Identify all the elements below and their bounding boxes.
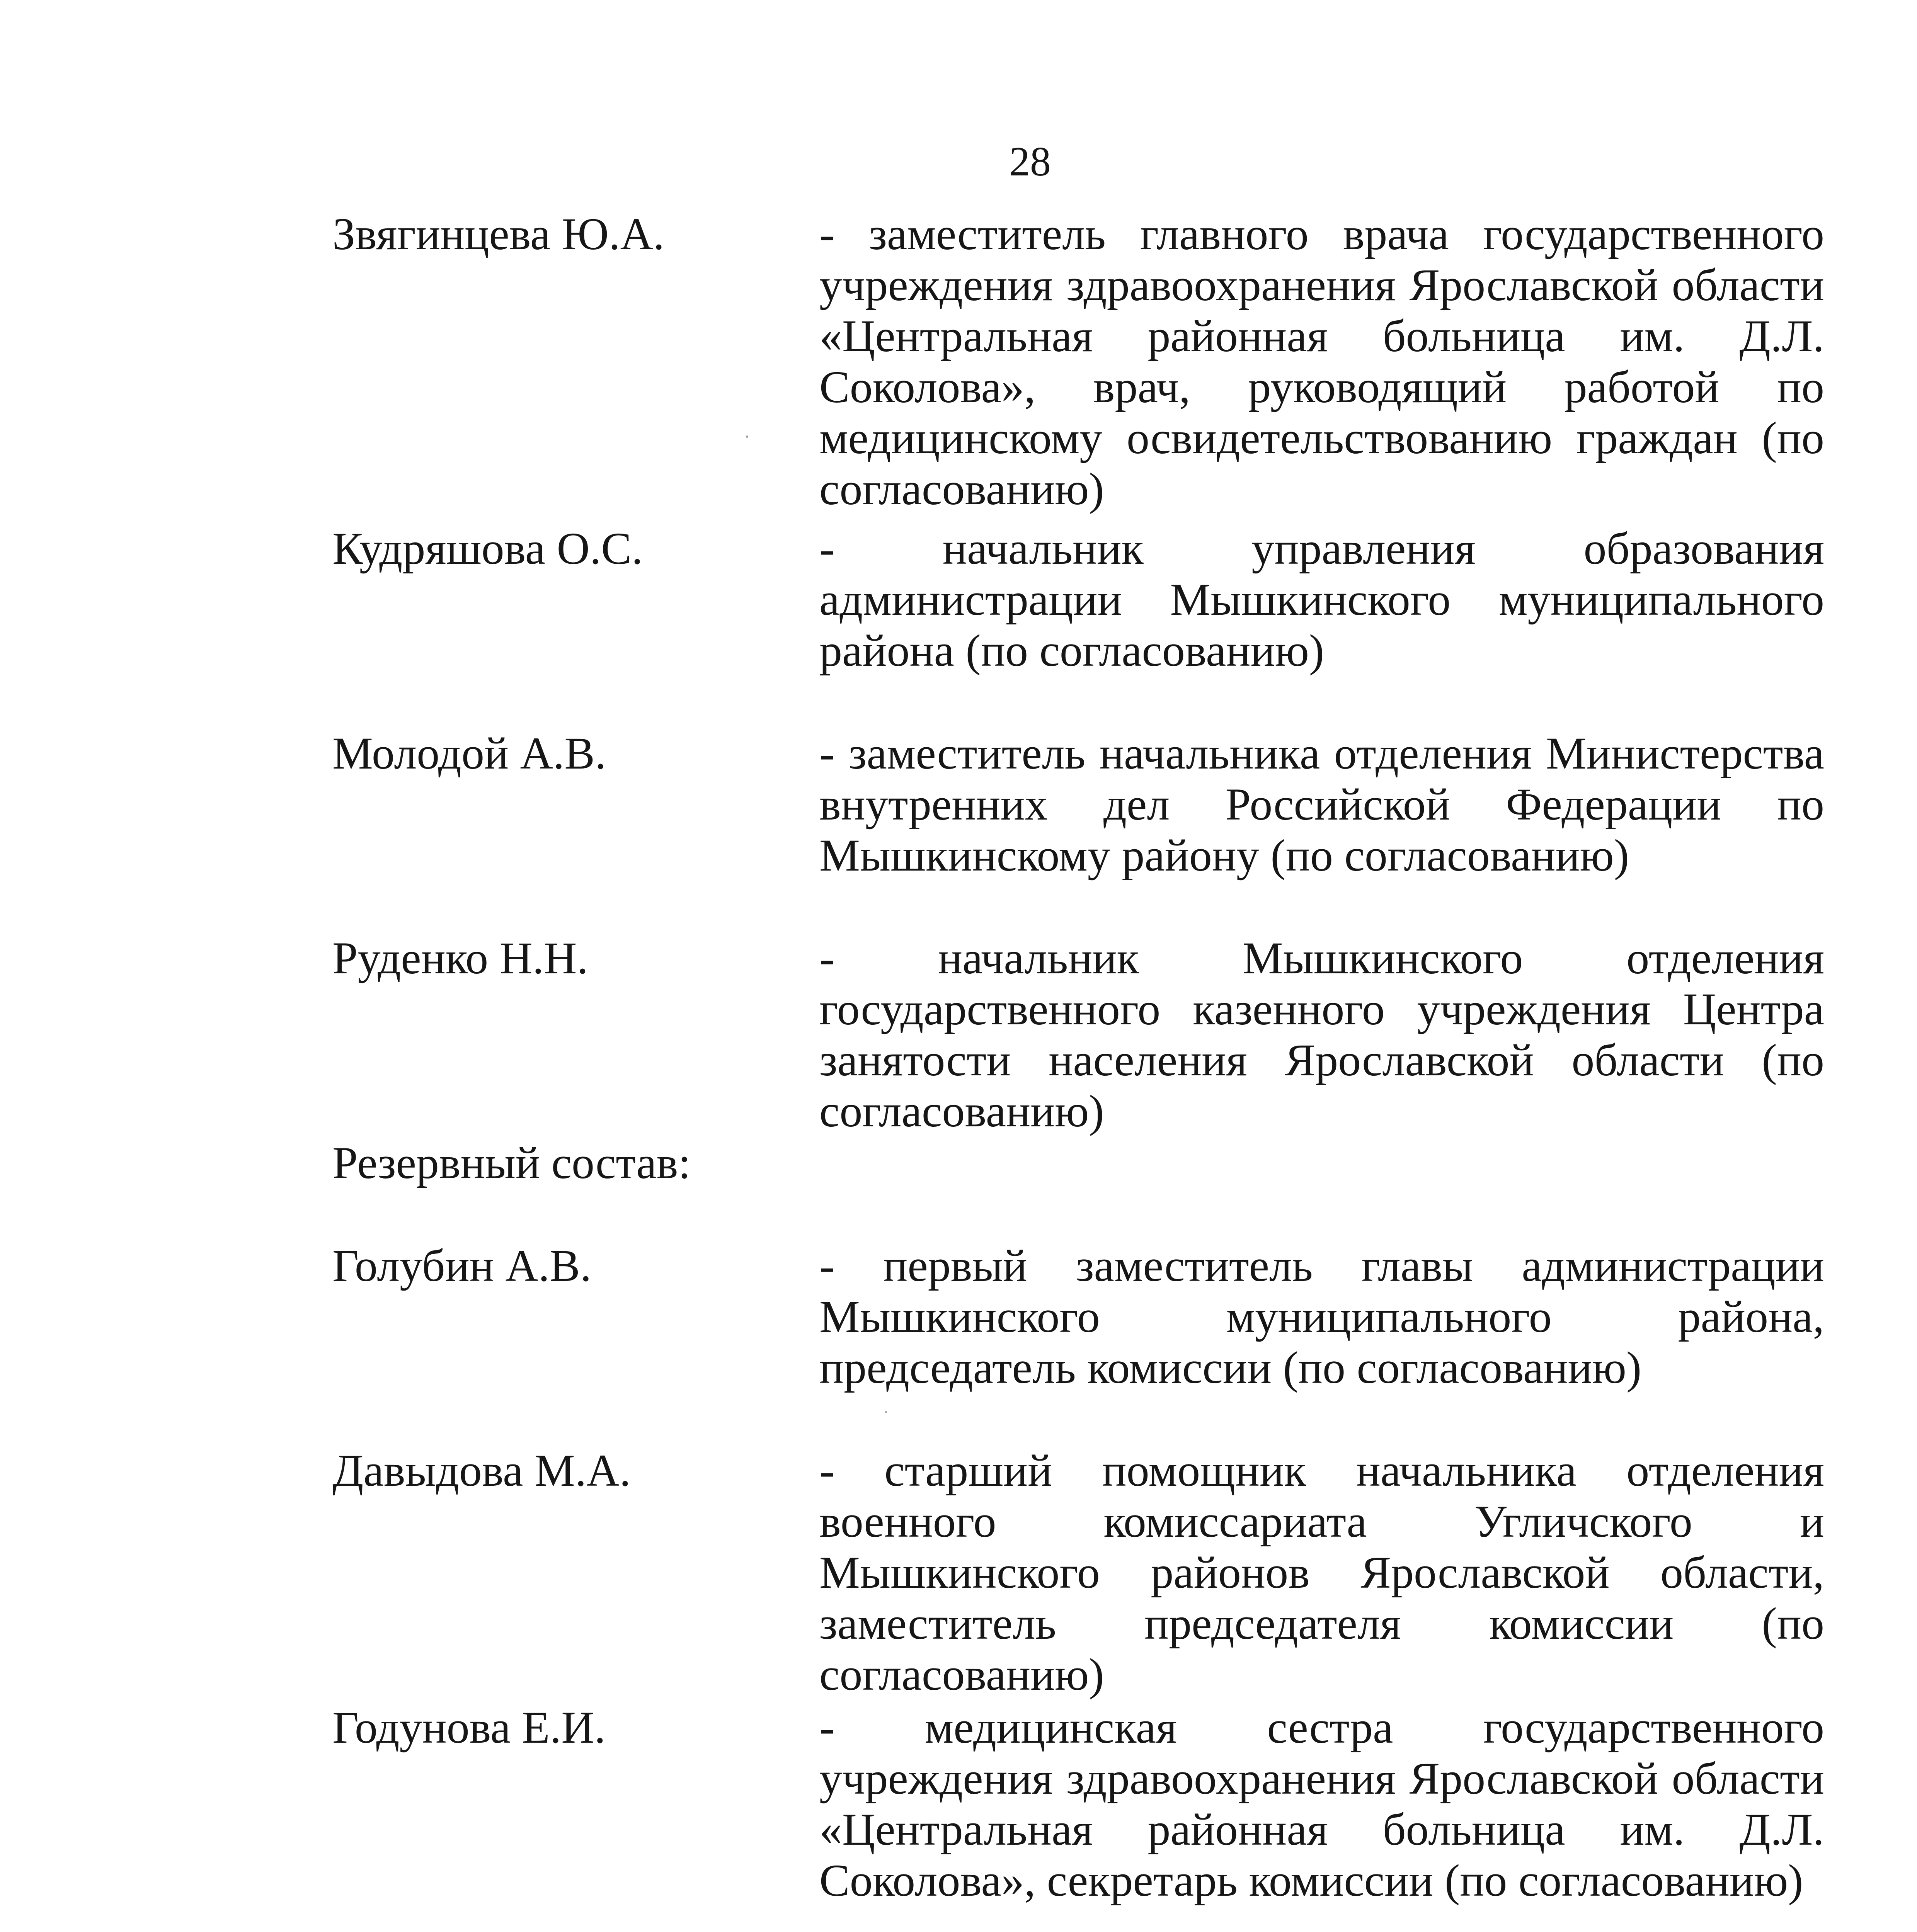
scan-speck — [885, 1411, 887, 1413]
member-name: Годунова Е.И. — [332, 1702, 606, 1753]
member-name: Звягинцева Ю.А. — [332, 209, 665, 259]
page-number: 28 — [1009, 139, 1051, 185]
member-name: Руденко Н.Н. — [332, 933, 589, 983]
member-name: Давыдова М.А. — [332, 1445, 631, 1496]
member-description: - медицинская сестра государственного учреждения здравоохранения Ярославской области «Центральная районная больница им. Д.Л. Соколова», секретарь комиссии (по согласованию) — [819, 1702, 1824, 1906]
member-description: - первый заместитель главы администрации Мышкинского муниципального района, председатель комиссии (по согласованию) — [819, 1240, 1824, 1393]
member-description: - начальник управления образования администрации Мышкинского муниципального района (по согласованию) — [819, 523, 1824, 676]
member-name: Кудряшова О.С. — [332, 523, 643, 574]
reserve-heading: Резервный состав: — [332, 1138, 691, 1188]
member-description: - заместитель начальника отделения Министерства внутренних дел Российской Федерации по Мышкинскому району (по согласованию) — [819, 728, 1824, 881]
scan-speck — [746, 435, 748, 438]
member-description: - начальник Мышкинского отделения государственного казенного учреждения Центра занятости населения Ярославской области (по согласованию) — [819, 933, 1824, 1136]
member-name: Молодой А.В. — [332, 728, 606, 779]
member-description: - заместитель главного врача государственного учреждения здравоохранения Ярославской области «Центральная районная больница им. Д.Л. Соколова», врач, руководящий работой по медицинскому освидетельствованию граждан (по согласованию) — [819, 209, 1824, 514]
member-name: Голубин А.В. — [332, 1240, 592, 1291]
member-description: - старший помощник начальника отделения военного комиссариата Угличского и Мышкинского районов Ярославской области, заместитель председателя комиссии (по согласованию) — [819, 1445, 1824, 1700]
